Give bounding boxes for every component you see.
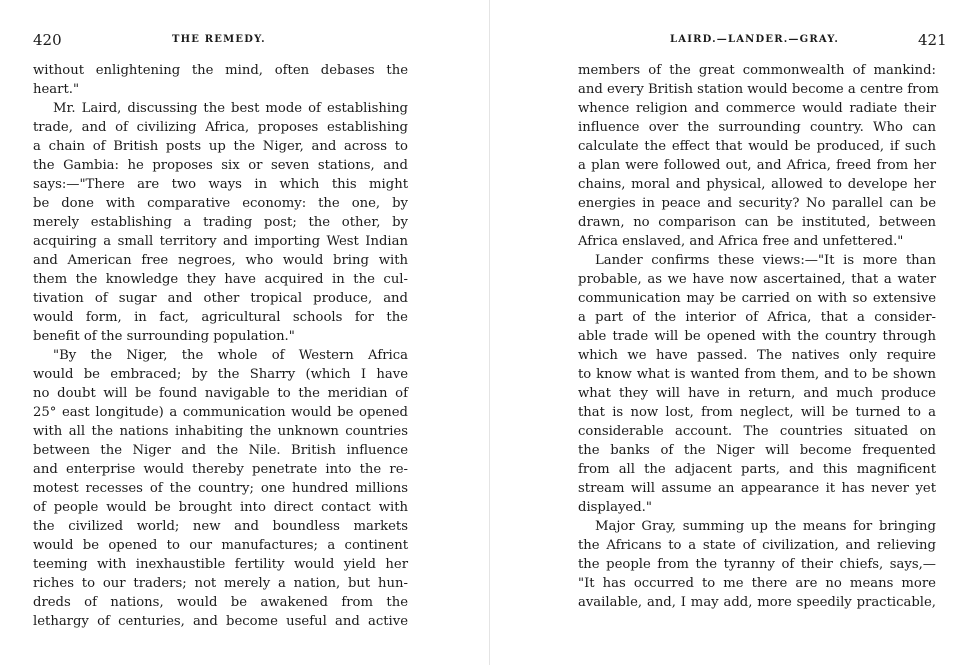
left-line: no doubt will be found navigable to the meridian of [33, 386, 408, 401]
right-line: Major Gray, summing up the means for bringing [595, 519, 936, 534]
left-running-head: THE REMEDY. [172, 34, 266, 45]
left-line: riches to our traders; not merely a nation, but hun- [33, 576, 408, 591]
left-line: tivation of sugar and other tropical produce, and [33, 291, 408, 306]
right-line: the banks of the Niger will become frequented [578, 443, 936, 458]
right-line: communication may be carried on with so extensive [578, 291, 936, 306]
left-line: and enterprise would thereby penetrate into the re- [33, 462, 408, 477]
left-line: lethargy of centuries, and become useful and active [33, 614, 408, 629]
right-line: what they will have in return, and much produce [578, 386, 936, 401]
left-line: Mr. Laird, discussing the best mode of establishing [53, 101, 408, 116]
right-line: whence religion and commerce would radiate their [578, 101, 936, 116]
left-line: merely establishing a trading post; the other, by [33, 215, 408, 230]
right-running-head: LAIRD.—LANDER.—GRAY. [670, 34, 840, 45]
left-line: 25° east longitude) a communication would be opened [33, 405, 408, 420]
left-line: without enlightening the mind, often debases the [33, 63, 408, 78]
left-line: would be embraced; by the Sharry (which I have [33, 367, 408, 382]
right-line: considerable account. The countries situated on [578, 424, 936, 439]
left-line: heart." [33, 82, 80, 97]
left-line: of people would be brought into direct contact with [33, 500, 408, 515]
left-line: them the knowledge they have acquired in the cul- [33, 272, 408, 287]
left-line: be done with comparative economy: the one, by [33, 196, 408, 211]
left-line: the Gambia: he proposes six or seven stations, and [33, 158, 408, 173]
left-line: motest recesses of the country; one hundred millions [33, 481, 408, 496]
left-line: benefit of the surrounding population." [33, 329, 295, 344]
left-line: would form, in fact, agricultural schools for the [33, 310, 408, 325]
left-line: "By the Niger, the whole of Western Africa [53, 348, 408, 363]
right-line: which we have passed. The natives only require [578, 348, 936, 363]
right-line: Africa enslaved, and Africa free and unfettered." [578, 234, 904, 249]
right-line: chains, moral and physical, allowed to develope her [578, 177, 936, 192]
right-line: a part of the interior of Africa, that a consider- [578, 310, 936, 325]
right-line: influence over the surrounding country. Who can [578, 120, 936, 135]
left-line: a chain of British posts up the Niger, and across to [33, 139, 408, 154]
right-line: able trade will be opened with the country through [578, 329, 936, 344]
left-line: acquiring a small territory and importing West Indian [33, 234, 408, 249]
left-line: dreds of nations, would be awakened from the [33, 595, 408, 610]
right-line: calculate the effect that would be produced, if such [578, 139, 936, 154]
left-line: teeming with inexhaustible fertility would yield her [33, 557, 408, 572]
left-line: and American free negroes, who would bring with [33, 253, 408, 268]
right-line: to know what is wanted from them, and to be shown [578, 367, 936, 382]
right-page [490, 0, 980, 665]
right-line: "It has occurred to me there are no means more [578, 576, 936, 591]
right-page-number: 421 [918, 31, 947, 49]
right-line: the people from the tyranny of their chiefs, says,— [578, 557, 936, 572]
right-line: members of the great commonwealth of mankind: [578, 63, 936, 78]
left-line: between the Niger and the Nile. British influence [33, 443, 408, 458]
right-line: drawn, no comparison can be instituted, between [578, 215, 936, 230]
right-line: displayed." [578, 500, 652, 515]
right-line: the Africans to a state of civilization, and relieving [578, 538, 936, 553]
left-line: says:—"There are two ways in which this might [33, 177, 408, 192]
right-line: available, and, I may add, more speedily practicable, [578, 595, 936, 610]
left-line: would be opened to our manufactures; a continent [33, 538, 408, 553]
left-line: with all the nations inhabiting the unknown countries [33, 424, 408, 439]
right-line: that is now lost, from neglect, will be turned to a [578, 405, 936, 420]
right-line: and every British station would become a centre from [578, 82, 939, 97]
right-line: energies in peace and security? No parallel can be [578, 196, 936, 211]
left-line: the civilized world; new and boundless markets [33, 519, 408, 534]
left-page-number: 420 [33, 31, 62, 49]
right-line: stream will assume an appearance it has never yet [578, 481, 936, 496]
right-line: Lander confirms these views:—"It is more than [595, 253, 936, 268]
right-line: a plan were followed out, and Africa, freed from her [578, 158, 936, 173]
right-line: probable, as we have now ascertained, that a water [578, 272, 936, 287]
left-line: trade, and of civilizing Africa, proposes establishing [33, 120, 408, 135]
right-line: from all the adjacent parts, and this magnificent [578, 462, 936, 477]
